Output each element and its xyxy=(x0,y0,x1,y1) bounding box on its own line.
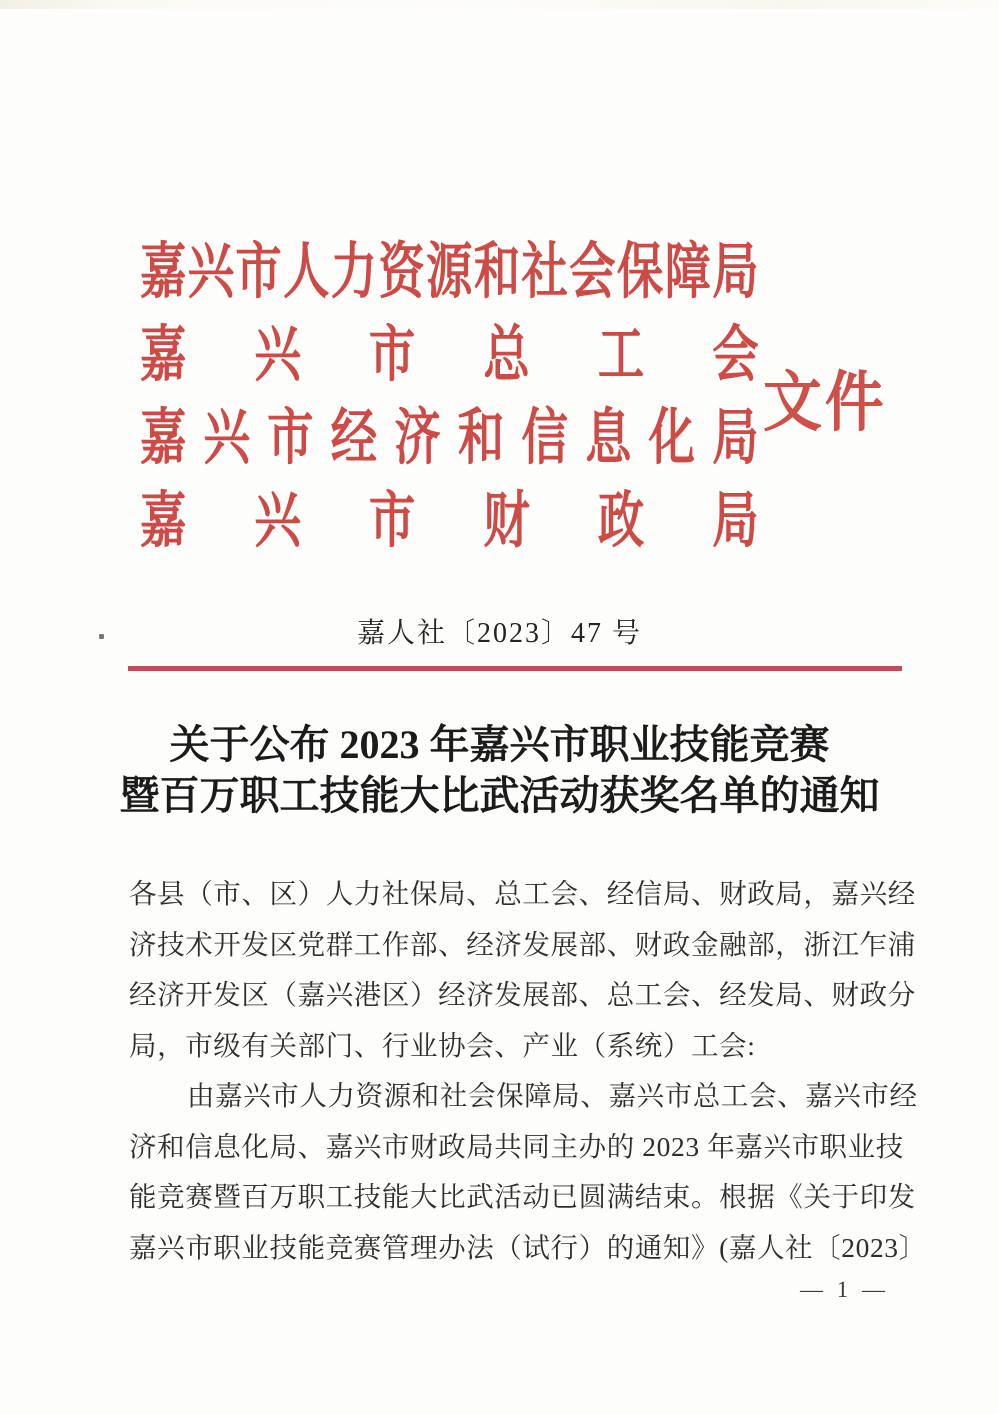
scan-edge-artifact xyxy=(0,0,999,9)
agency-name-1: 嘉兴市人力资源和社会保障局 xyxy=(140,239,759,306)
body-line: 经济开发区（嘉兴港区）经济发展部、总工会、经发局、财政分 xyxy=(129,979,916,1010)
agency-name-4: 嘉兴市财政局 xyxy=(140,488,759,555)
document-body xyxy=(129,869,927,1273)
body-line: 局，市级有关部门、行业协会、产业（系统）工会: xyxy=(129,1029,756,1061)
agency-name-2: 嘉兴市总工会 xyxy=(140,322,759,389)
document-title-line-1: 关于公布 2023 年嘉兴市职业技能竞赛 xyxy=(169,722,830,767)
body-line: 各县（市、区）人力社保局、总工会、经信局、财政局，嘉兴经 xyxy=(129,878,916,909)
document-number: 嘉人社〔2023〕47 号 xyxy=(356,618,642,649)
document-title-line-2: 暨百万职工技能大比武活动获奖名单的通知 xyxy=(119,773,880,818)
red-divider-line xyxy=(128,666,902,671)
letterhead xyxy=(140,237,760,569)
body-line: 嘉兴市职业技能竞赛管理办法（试行）的通知》(嘉人社〔2023〕 xyxy=(129,1231,927,1263)
body-line: 济和信息化局、嘉兴市财政局共同主办的 2023 年嘉兴市职业技 xyxy=(129,1130,904,1162)
document-title xyxy=(0,719,999,821)
agency-name-3: 嘉兴市经济和信息化局 xyxy=(140,405,759,472)
body-line: 由嘉兴市人力资源和社会保障局、嘉兴市总工会、嘉兴市经 xyxy=(187,1080,918,1111)
page-number: — 1 — xyxy=(800,1277,889,1302)
body-line: 济技术开发区党群工作部、经济发展部、财政金融部，浙江乍浦 xyxy=(129,928,916,960)
document-type-label: 文件 xyxy=(763,367,887,440)
body-line: 能竞赛暨百万职工技能大比武活动已圆满结束。根据《关于印发 xyxy=(129,1181,916,1212)
